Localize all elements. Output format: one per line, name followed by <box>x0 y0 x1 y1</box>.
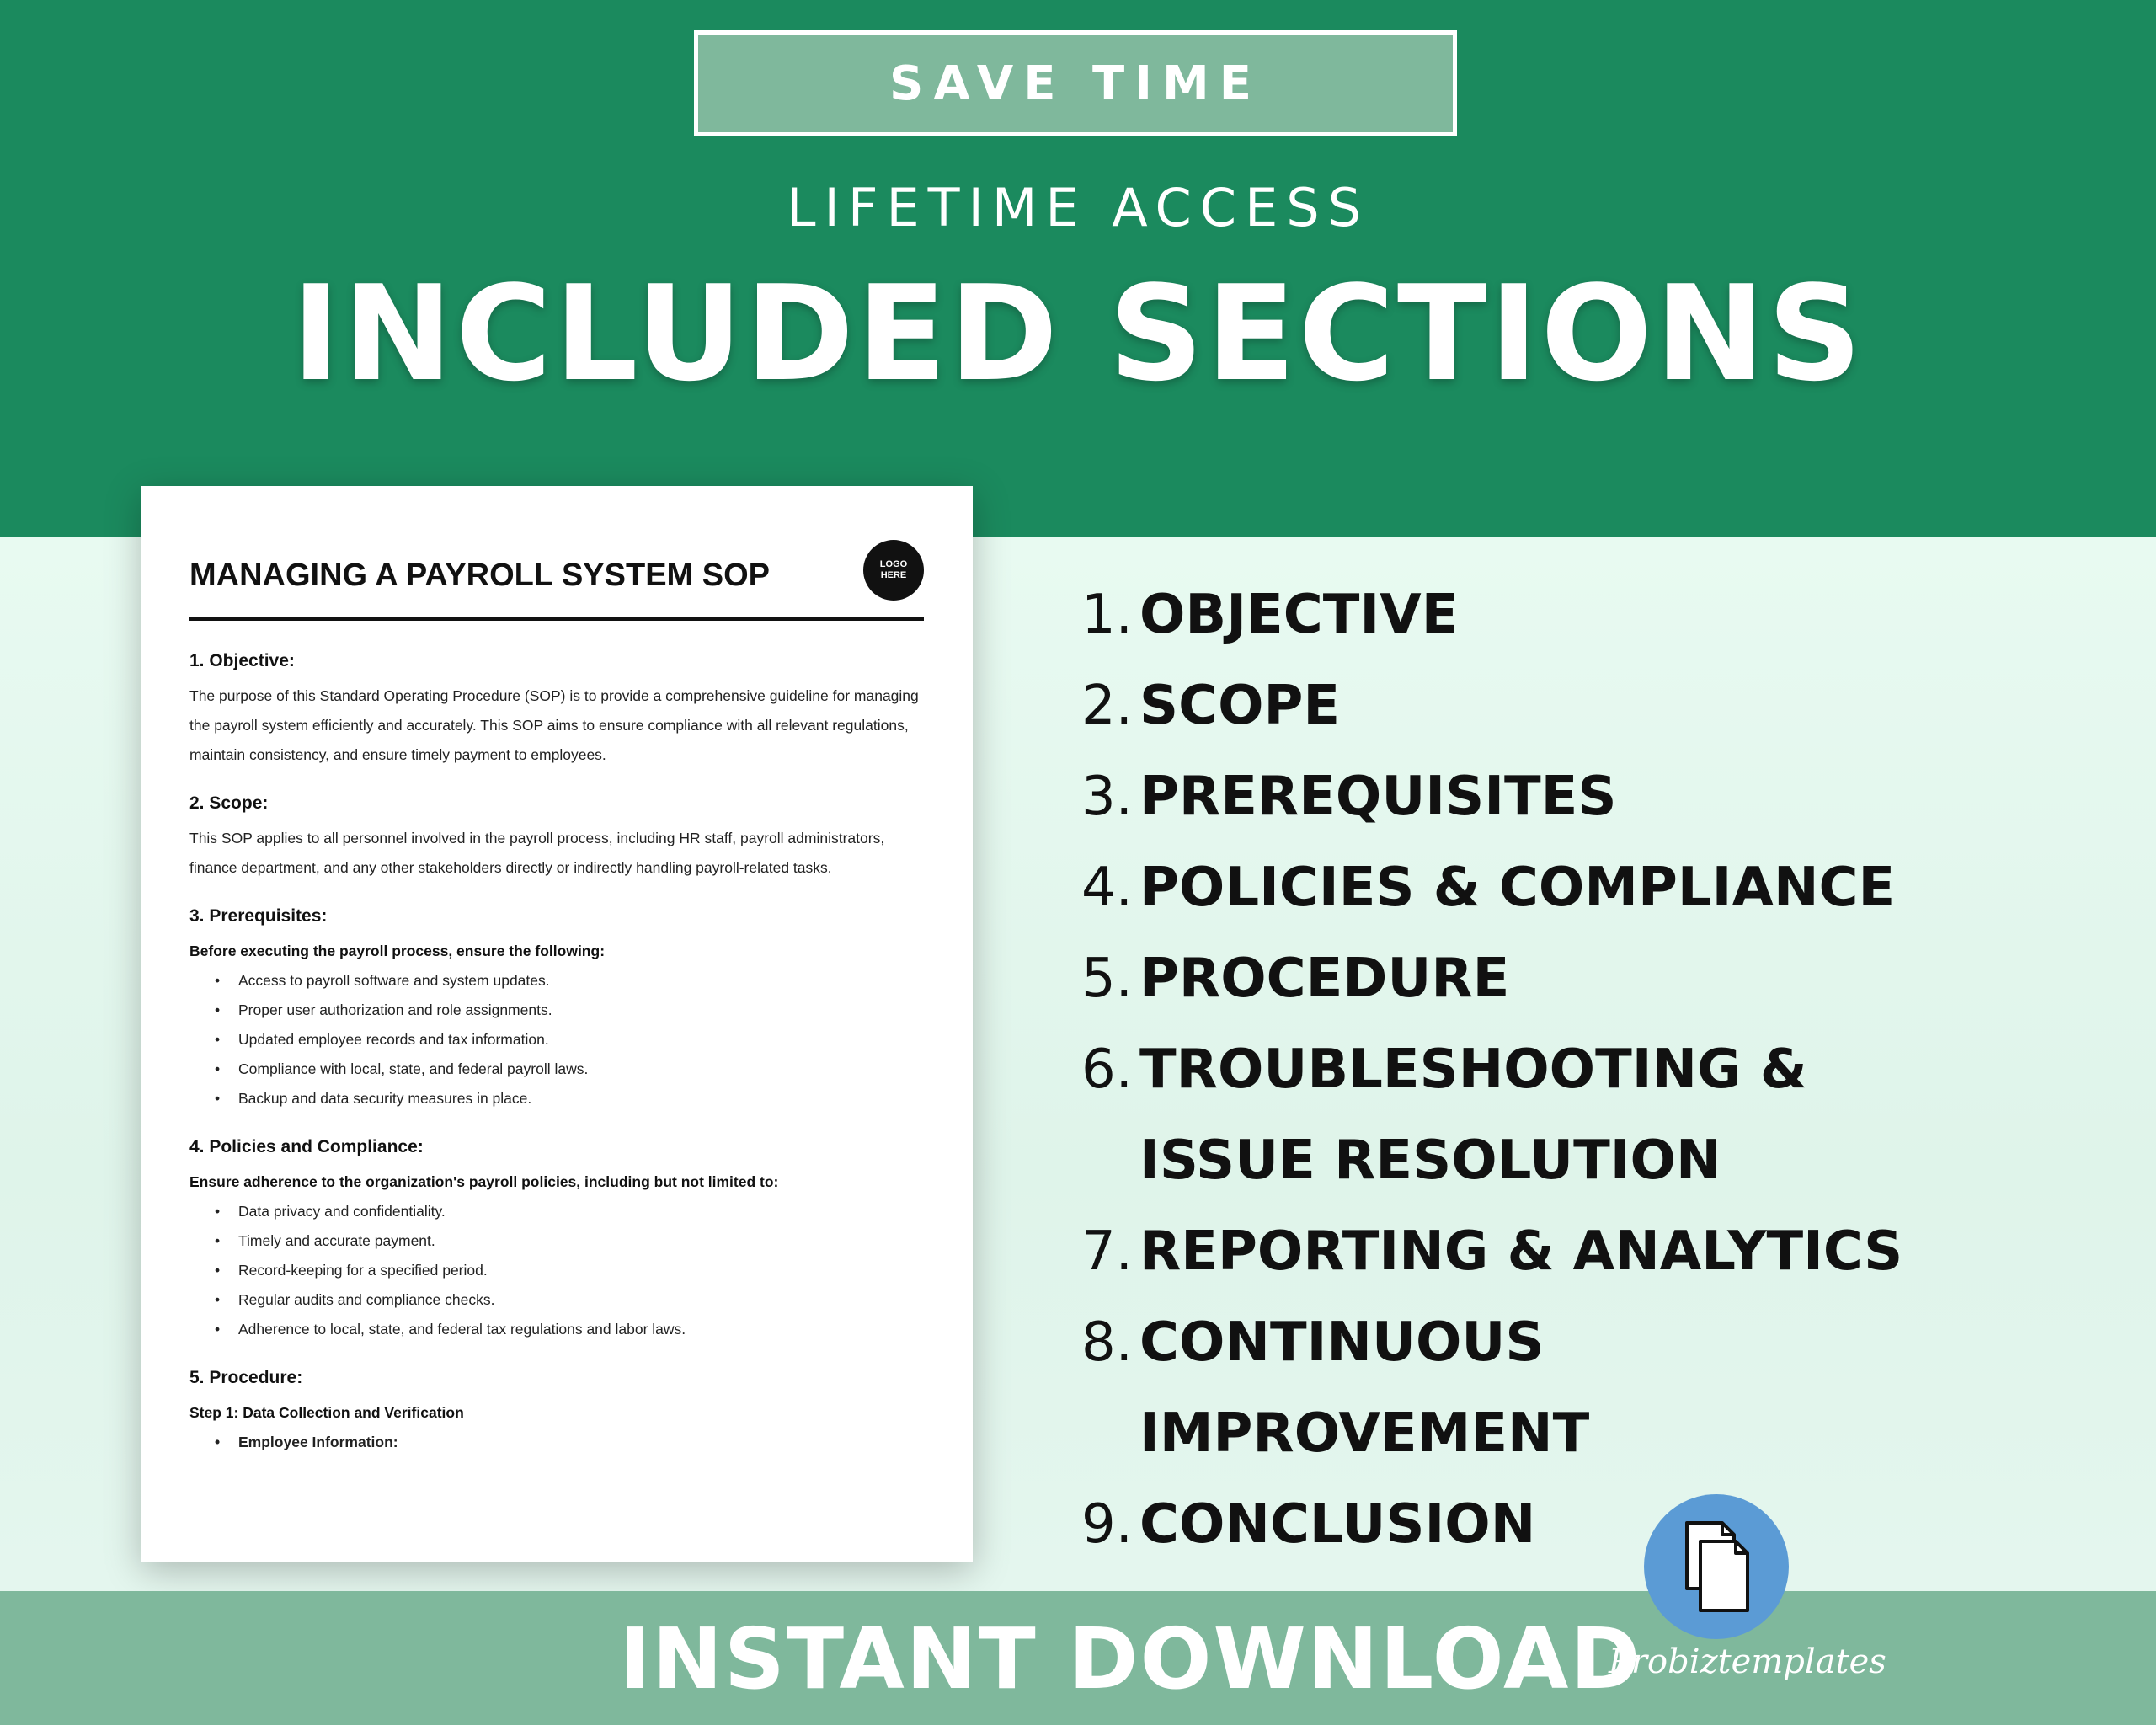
list-item: • Record-keeping for a specified period. <box>189 1256 931 1285</box>
section-number: 8. <box>1081 1311 1133 1374</box>
list-item: • Timely and accurate payment. <box>189 1226 931 1256</box>
logo-placeholder <box>863 540 924 601</box>
brand-logo <box>1644 1494 1789 1639</box>
list-item: • Proper user authorization and role assignments. <box>189 996 931 1025</box>
section-label: REPORTING & ANALYTICS <box>1139 1220 1903 1283</box>
section-item <box>1065 1206 2152 1297</box>
document-title: MANAGING A PAYROLL SYSTEM SOP <box>189 558 771 593</box>
policies-list <box>189 1197 931 1344</box>
section-item <box>1065 842 2152 933</box>
page-title: INCLUDED SECTIONS <box>291 257 1865 410</box>
document-body <box>189 649 931 1457</box>
section-number: 7. <box>1081 1220 1133 1283</box>
list-item: • Adherence to local, state, and federal tax regulations and labor laws. <box>189 1315 931 1344</box>
save-time-badge: SAVE TIME <box>694 30 1457 136</box>
section-label: POLICIES & COMPLIANCE <box>1139 857 1896 919</box>
list-item: • Backup and data security measures in place. <box>189 1084 931 1114</box>
scope-text: This SOP applies to all personnel involved in the payroll process, including HR staff, payroll administrators, finance department, and any other stakeholders directly or indirectly handling payroll-related tasks. <box>189 830 885 876</box>
policies-heading: 4. Policies and Compliance: <box>189 1137 424 1156</box>
objective-heading: 1. Objective: <box>189 651 295 670</box>
objective-text: The purpose of this Standard Operating Procedure (SOP) is to provide a comprehensive guideline for managing the payroll system efficiently and accurately. This SOP aims to ensure compliance with all relevant regulations, maintain consistency, and ensure timely payment to employees. <box>189 687 919 763</box>
section-item <box>1065 751 2152 842</box>
documents-icon <box>1670 1516 1763 1617</box>
procedure-step: Step 1: Data Collection and Verification <box>189 1404 464 1421</box>
section-label: PREREQUISITES <box>1139 766 1617 828</box>
list-item: • Compliance with local, state, and federal payroll laws. <box>189 1055 931 1084</box>
section-number: 5. <box>1081 948 1133 1010</box>
section-item <box>1065 1479 2152 1570</box>
policies-lead: Ensure adherence to the organization's payroll policies, including but not limited to: <box>189 1173 779 1190</box>
title-divider <box>189 617 924 621</box>
list-item: • Access to payroll software and system updates. <box>189 966 931 996</box>
lifetime-access-subheading: LIFETIME ACCESS <box>787 177 1369 238</box>
section-item <box>1065 1024 2152 1206</box>
logo-text-line2: HERE <box>880 570 907 580</box>
list-item: • Updated employee records and tax information. <box>189 1025 931 1055</box>
section-number: 3. <box>1081 766 1133 828</box>
section-number: 1. <box>1081 584 1133 646</box>
brand-name: Probiztemplates <box>1609 1642 1886 1681</box>
list-item: • Data privacy and confidentiality. <box>189 1197 931 1226</box>
section-label: CONTINUOUS IMPROVEMENT <box>1139 1311 1590 1465</box>
prerequisites-heading: 3. Prerequisites: <box>189 906 328 926</box>
procedure-list <box>189 1428 931 1457</box>
section-label: PROCEDURE <box>1139 948 1510 1010</box>
section-number: 6. <box>1081 1039 1133 1101</box>
scope-heading: 2. Scope: <box>189 793 269 813</box>
procedure-heading: 5. Procedure: <box>189 1368 303 1387</box>
list-item: • Regular audits and compliance checks. <box>189 1285 931 1315</box>
list-item: • Employee Information: <box>189 1428 931 1457</box>
prerequisites-lead: Before executing the payroll process, ensure the following: <box>189 943 606 959</box>
section-item <box>1065 660 2152 751</box>
section-number: 4. <box>1081 857 1133 919</box>
section-label: OBJECTIVE <box>1139 584 1459 646</box>
section-label: TROUBLESHOOTING & ISSUE RESOLUTION <box>1139 1039 1807 1192</box>
section-label: SCOPE <box>1139 675 1341 737</box>
logo-text-line1: LOGO <box>879 559 908 569</box>
section-item <box>1065 933 2152 1024</box>
prerequisites-list <box>189 966 931 1114</box>
document-preview <box>141 486 973 1562</box>
section-item <box>1065 569 2152 660</box>
section-number: 2. <box>1081 675 1133 737</box>
instant-download-banner: INSTANT DOWNLOAD <box>619 1610 1642 1708</box>
section-item <box>1065 1297 2152 1479</box>
section-label: CONCLUSION <box>1139 1493 1536 1556</box>
included-sections-list <box>1065 569 2152 1570</box>
section-number: 9. <box>1081 1493 1133 1556</box>
